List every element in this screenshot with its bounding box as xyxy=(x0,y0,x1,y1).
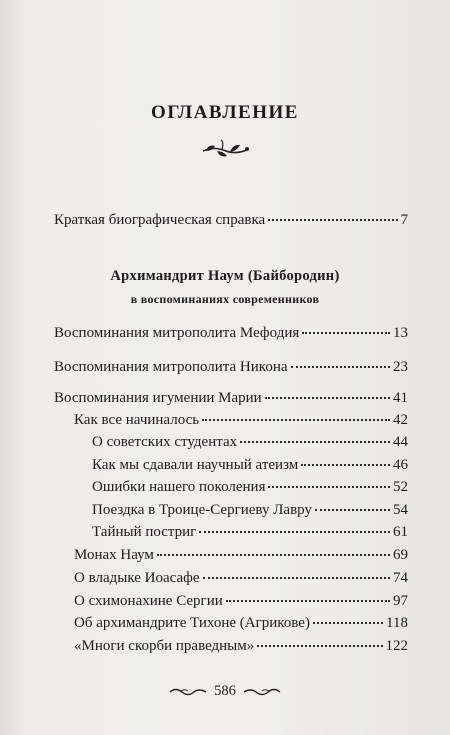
toc-entry[interactable] xyxy=(92,502,408,519)
toc-entry-label: Краткая биографическая справка xyxy=(54,212,266,228)
toc-entry[interactable] xyxy=(54,359,408,376)
toc-entry-page: 7 xyxy=(400,212,408,228)
toc-entry-page: 46 xyxy=(393,457,408,473)
toc-entry-page: 52 xyxy=(393,479,408,495)
toc-entry-page: 61 xyxy=(393,524,408,540)
toc-entry-label: Об архимандрите Тихоне (Агрикове) xyxy=(74,615,310,631)
leader-dots xyxy=(302,332,390,334)
toc-entry[interactable] xyxy=(92,524,408,541)
leader-dots xyxy=(157,554,390,556)
page-title: ОГЛАВЛЕНИЕ xyxy=(151,102,299,123)
leader-dots xyxy=(199,531,390,533)
toc-entry[interactable] xyxy=(74,547,408,564)
toc-entry-page: 97 xyxy=(393,593,408,609)
toc-entry-page: 44 xyxy=(393,434,408,450)
toc-entry-label: Воспоминания митрополита Мефодия xyxy=(54,325,300,341)
toc-entry-label: Монах Наум xyxy=(74,547,154,563)
toc-entry-page: 13 xyxy=(393,325,408,341)
leader-dots xyxy=(268,486,390,488)
toc-entry-label: Воспоминания игумении Марии xyxy=(54,390,262,406)
toc-entry[interactable] xyxy=(92,479,408,496)
leader-dots xyxy=(315,509,390,511)
toc-entry-label: Воспоминания митрополита Никона xyxy=(54,359,288,375)
toc-entry[interactable] xyxy=(74,615,408,632)
toc-entry-label: Как мы сдавали научный атеизм xyxy=(92,457,299,473)
toc-entry-page: 23 xyxy=(393,359,408,375)
floral-ornament-icon xyxy=(200,138,252,162)
toc-entry[interactable] xyxy=(54,212,408,229)
toc-entry-label: «Многи скорби праведным» xyxy=(74,638,255,654)
toc-entry-label: О схимонахине Сергии xyxy=(74,593,223,609)
leader-dots xyxy=(313,622,383,624)
toc-entry-label: Тайный постриг xyxy=(92,524,197,540)
left-flourish-icon xyxy=(168,686,208,698)
leader-dots xyxy=(257,645,382,647)
section-subheading: в воспоминаниях современников xyxy=(130,292,320,306)
toc-entry[interactable] xyxy=(74,638,408,655)
toc-entry-label: Ошибки нашего поколения xyxy=(92,479,266,495)
leader-dots xyxy=(268,219,397,221)
leader-dots xyxy=(203,577,390,579)
toc-entry-label: О советских студентах xyxy=(92,434,238,450)
toc-entry[interactable] xyxy=(54,325,408,342)
leader-dots xyxy=(291,366,390,368)
toc-entry[interactable] xyxy=(74,593,408,610)
leader-dots xyxy=(265,397,390,399)
toc-entry[interactable] xyxy=(74,412,408,429)
toc-entry-page: 122 xyxy=(385,638,408,654)
toc-entry-label: Как все начиналось xyxy=(74,412,200,428)
toc-entry-page: 41 xyxy=(393,390,408,406)
toc-entry-page: 74 xyxy=(393,570,408,586)
section-heading: Архимандрит Наум (Байбородин) xyxy=(110,268,340,284)
toc-entry-label: Поездка в Троице-Сергиеву Лавру xyxy=(92,502,312,518)
page-number: 586 xyxy=(214,683,236,699)
toc-entry-page: 54 xyxy=(393,502,408,518)
toc-entry[interactable] xyxy=(92,457,408,474)
right-flourish-icon xyxy=(242,686,282,698)
toc-entry[interactable] xyxy=(74,570,408,587)
leader-dots xyxy=(226,600,390,602)
leader-dots xyxy=(301,464,390,466)
toc-entry-page: 118 xyxy=(386,615,408,631)
page-footer xyxy=(0,683,450,700)
toc-entry[interactable] xyxy=(92,434,408,451)
toc-entry[interactable] xyxy=(54,390,408,407)
toc-entry-page: 42 xyxy=(393,412,408,428)
toc-entry-page: 69 xyxy=(393,547,408,563)
leader-dots xyxy=(240,441,390,443)
toc-entry-label: О владыке Иоасафе xyxy=(74,570,200,586)
leader-dots xyxy=(202,419,390,421)
